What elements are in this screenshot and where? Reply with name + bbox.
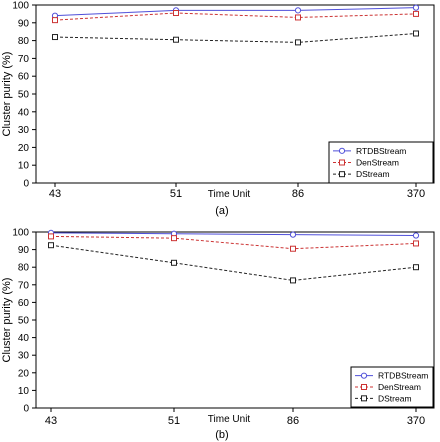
y-tick-label: 70	[17, 280, 29, 292]
data-point-denstream	[291, 246, 296, 251]
y-tick-label: 90	[17, 18, 29, 30]
series-line-dstream	[51, 245, 416, 280]
chart-panel-1	[1, 228, 434, 442]
legend-label: RTDBStream	[378, 370, 429, 381]
y-axis-label: Cluster purity (%)	[1, 277, 13, 363]
panel-caption: (a)	[215, 205, 229, 217]
data-point-dstream	[174, 37, 179, 42]
series-line-denstream	[51, 236, 416, 248]
x-tick-label: 43	[44, 415, 58, 427]
y-tick-label: 90	[17, 245, 29, 257]
y-tick-label: 60	[17, 71, 29, 83]
data-point-denstream	[172, 236, 177, 241]
data-point-rtdbstream	[413, 233, 418, 238]
y-tick-label: 100	[12, 0, 29, 12]
y-tick-label: 100	[12, 227, 29, 239]
legend	[329, 142, 433, 183]
x-tick-label: 370	[406, 415, 426, 427]
y-tick-label: 20	[17, 368, 29, 380]
data-point-dstream	[53, 35, 58, 40]
y-tick-label: 0	[23, 403, 29, 415]
data-point-denstream	[174, 11, 179, 16]
y-tick-label: 0	[23, 178, 29, 190]
y-tick-label: 10	[17, 160, 29, 172]
data-point-denstream	[53, 18, 58, 23]
data-point-dstream	[414, 31, 419, 36]
legend	[351, 367, 433, 407]
x-axis-label: Time Unit	[207, 414, 251, 425]
legend-marker	[339, 148, 344, 153]
x-tick-label: 51	[167, 415, 181, 427]
data-point-rtdbstream	[413, 5, 418, 10]
y-tick-label: 50	[17, 315, 29, 327]
data-point-dstream	[172, 260, 177, 265]
panel-caption: (b)	[215, 429, 229, 441]
series-line-dstream	[55, 33, 416, 42]
series-line-rtdbstream	[51, 233, 416, 236]
y-tick-label: 10	[17, 385, 29, 397]
y-axis-label: Cluster purity (%)	[1, 51, 13, 137]
series-line-rtdbstream	[55, 8, 416, 16]
legend-marker	[362, 396, 367, 401]
data-point-dstream	[49, 243, 54, 248]
legend-label: DStream	[378, 393, 412, 404]
data-point-denstream	[414, 241, 419, 246]
x-tick-label: 370	[406, 188, 426, 200]
x-axis-label: Time Unit	[207, 189, 251, 200]
x-tick-label: 86	[286, 415, 300, 427]
data-point-rtdbstream	[290, 232, 295, 237]
legend-marker	[340, 172, 345, 177]
legend-marker	[362, 385, 367, 390]
y-tick-label: 60	[17, 297, 29, 309]
data-point-dstream	[296, 40, 301, 45]
y-tick-label: 30	[17, 125, 29, 137]
series-line-denstream	[55, 13, 416, 20]
y-tick-label: 80	[17, 36, 29, 48]
legend-marker	[340, 160, 345, 165]
data-point-dstream	[414, 265, 419, 270]
x-tick-label: 86	[291, 188, 305, 200]
data-point-denstream	[414, 11, 419, 16]
legend-label: DenStream	[356, 157, 399, 168]
legend-label: DenStream	[378, 382, 421, 392]
x-tick-label: 43	[48, 188, 62, 200]
y-tick-label: 50	[17, 89, 29, 101]
legend-label: RTDBStream	[356, 145, 407, 156]
data-point-rtdbstream	[295, 8, 300, 13]
legend-marker	[361, 373, 366, 378]
y-tick-label: 70	[17, 53, 29, 65]
legend-label: DStream	[356, 169, 390, 180]
data-point-dstream	[291, 278, 296, 283]
data-point-denstream	[296, 15, 301, 20]
chart-panel-0	[1, 1, 434, 218]
y-tick-label: 30	[17, 350, 29, 362]
x-tick-label: 51	[169, 188, 183, 200]
y-tick-label: 40	[17, 107, 29, 119]
y-tick-label: 80	[17, 262, 29, 274]
data-point-denstream	[49, 234, 54, 239]
y-tick-label: 40	[17, 333, 29, 345]
y-tick-label: 20	[17, 142, 29, 154]
